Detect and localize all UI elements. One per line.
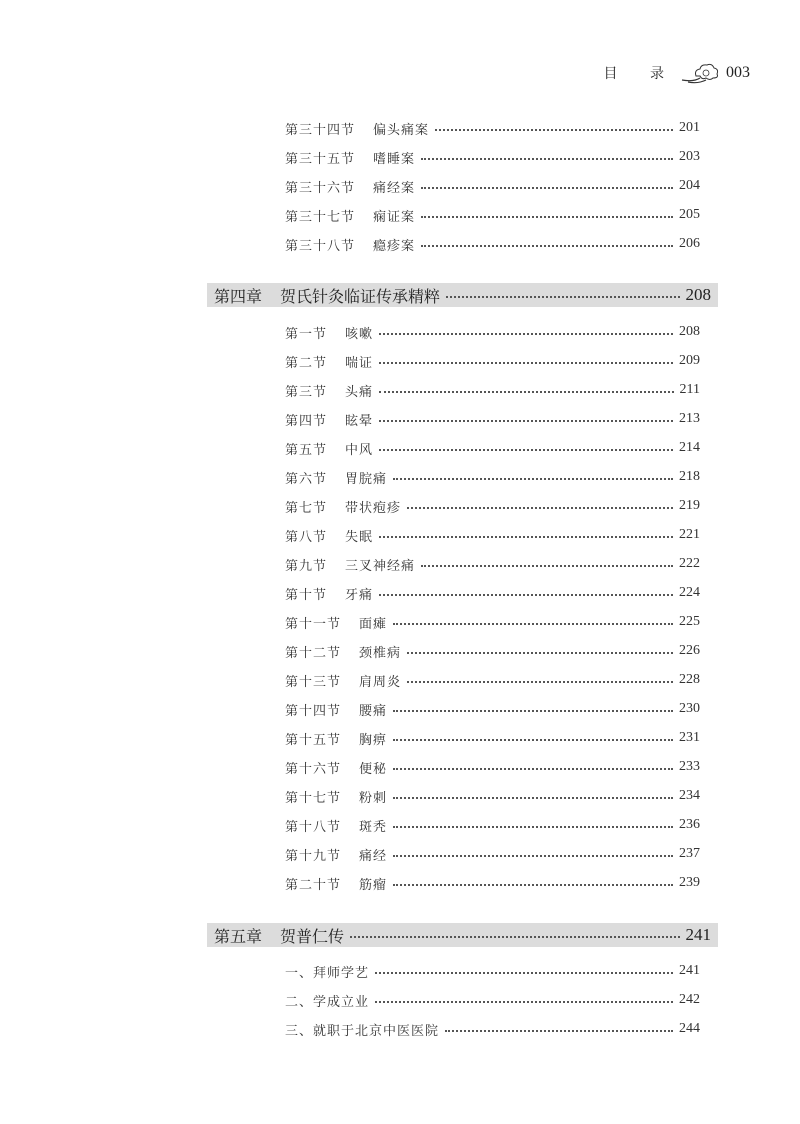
toc-entry[interactable] [285,641,700,661]
chapter-page: 241 [685,925,711,944]
section-page: 234 [679,788,700,803]
section-title: 三叉神经痛 [345,558,416,574]
toc-entry[interactable] [285,961,700,981]
section-page: 205 [679,207,700,222]
section-title: 偏头痛案 [373,122,430,138]
dot-leader [379,536,673,538]
toc-entry[interactable] [285,234,700,254]
section-page: 224 [679,585,700,600]
toc-entry[interactable] [285,873,700,893]
section-label: 第四节 [285,413,328,429]
section-page: 230 [679,701,700,716]
section-page: 204 [679,178,700,193]
section-title: 斑秃 [359,819,388,835]
section-title: 带状疱疹 [345,500,402,516]
dot-leader [393,768,673,770]
section-title: 喘证 [345,355,374,371]
dot-leader [421,565,673,567]
section-page: 222 [679,556,700,571]
dot-leader [393,710,673,712]
dot-leader [379,449,673,451]
dot-leader [350,936,679,938]
section-label: 第六节 [285,471,328,487]
dot-leader [379,420,673,422]
section-label: 第十五节 [285,732,342,748]
toc-entry[interactable] [285,612,700,632]
dot-leader [379,333,673,335]
toc-entry[interactable] [285,583,700,603]
dot-leader [393,797,673,799]
section-label: 第十三节 [285,674,342,690]
section-title: 痫证案 [373,209,416,225]
toc-entry[interactable] [285,322,700,342]
dot-leader [393,739,673,741]
section-page: 221 [679,527,700,542]
chapter-label: 第四章 [214,286,263,306]
section-title: 肩周炎 [359,674,402,690]
section-label: 第三十五节 [285,151,356,167]
section-title: 一、拜师学艺 [285,965,370,981]
section-title: 三、就职于北京中医医院 [285,1023,440,1039]
section-label: 第十四节 [285,703,342,719]
section-label: 第十七节 [285,790,342,806]
chapter-page: 208 [685,285,711,304]
toc-entry[interactable] [285,525,700,545]
chapter-heading[interactable] [207,923,718,947]
section-label: 第三节 [285,384,328,400]
dot-leader [407,681,673,683]
section-page: 231 [679,730,700,745]
toc-entry[interactable] [285,554,700,574]
toc-entry[interactable] [285,844,700,864]
section-label: 第二节 [285,355,328,371]
section-label: 第三十八节 [285,238,356,254]
toc-entry[interactable] [285,118,700,138]
toc-entry[interactable] [285,438,700,458]
dot-leader [393,478,673,480]
dot-leader [407,652,673,654]
section-title: 失眠 [345,529,374,545]
section-title: 腰痛 [359,703,388,719]
dot-leader [379,391,673,393]
dot-leader [375,1001,673,1003]
dot-leader [375,972,673,974]
section-title: 痛经案 [373,180,416,196]
dot-leader [421,187,673,189]
section-label: 第一节 [285,326,328,342]
chapter-title: 贺普仁传 [280,926,345,946]
section-title: 眩晕 [345,413,374,429]
toc-entry[interactable] [285,176,700,196]
section-label: 第五节 [285,442,328,458]
dot-leader [393,826,673,828]
section-page: 214 [679,440,700,455]
section-page: 226 [679,643,700,658]
section-label: 第三十七节 [285,209,356,225]
toc-entry[interactable] [285,1019,700,1039]
section-title: 面瘫 [359,616,388,632]
toc-entry[interactable] [285,990,700,1010]
section-label: 第三十六节 [285,180,356,196]
section-page: 218 [679,469,700,484]
section-title: 瘾疹案 [373,238,416,254]
section-page: 203 [679,149,700,164]
section-page: 228 [679,672,700,687]
section-page: 201 [679,120,700,135]
dot-leader [407,507,673,509]
section-title: 痛经 [359,848,388,864]
section-page: 206 [679,236,700,251]
section-page: 239 [679,875,700,890]
dot-leader [421,245,673,247]
toc-entry[interactable] [285,815,700,835]
toc-entry[interactable] [285,467,700,487]
section-page: 244 [679,1021,700,1036]
toc-entry[interactable] [285,380,700,400]
dot-leader [421,216,673,218]
section-label: 第十二节 [285,645,342,661]
section-page: 211 [679,382,700,397]
section-title: 头痛 [345,384,374,400]
section-page: 208 [679,324,700,339]
toc-entry[interactable] [285,496,700,516]
section-page: 242 [679,992,700,1007]
section-title: 嗜睡案 [373,151,416,167]
section-label: 第二十节 [285,877,342,893]
section-label: 第十节 [285,587,328,603]
toc-entry[interactable] [285,728,700,748]
section-label: 第十六节 [285,761,342,777]
section-title: 胃脘痛 [345,471,388,487]
dot-leader [446,296,679,298]
dot-leader [421,158,673,160]
toc-entry[interactable] [285,786,700,806]
chapter-title: 贺氏针灸临证传承精粹 [280,286,441,306]
section-label: 第七节 [285,500,328,516]
section-label: 第十九节 [285,848,342,864]
chapter-label: 第五章 [214,926,263,946]
dot-leader [435,129,673,131]
section-title: 牙痛 [345,587,374,603]
section-title: 便秘 [359,761,388,777]
section-page: 209 [679,353,700,368]
section-label: 第十八节 [285,819,342,835]
toc-entry[interactable] [285,351,700,371]
section-title: 目 录 [603,66,678,82]
dot-leader [393,623,673,625]
section-label: 第十一节 [285,616,342,632]
section-page: 225 [679,614,700,629]
section-title: 中风 [345,442,374,458]
section-title: 胸痹 [359,732,388,748]
dot-leader [445,1030,673,1032]
dot-leader [393,884,673,886]
section-page: 236 [679,817,700,832]
section-title: 颈椎病 [359,645,402,661]
dot-leader [379,594,673,596]
dot-leader [379,362,673,364]
section-page: 213 [679,411,700,426]
section-page: 233 [679,759,700,774]
chapter-heading[interactable] [207,283,718,307]
page-number: 003 [726,64,750,81]
section-title: 筋瘤 [359,877,388,893]
toc-entry[interactable] [285,757,700,777]
toc-entry[interactable] [285,409,700,429]
section-page: 241 [679,963,700,978]
section-label: 第三十四节 [285,122,356,138]
toc-entry[interactable] [285,205,700,225]
section-label: 第八节 [285,529,328,545]
section-page: 237 [679,846,700,861]
section-title: 二、学成立业 [285,994,370,1010]
running-header [604,62,750,84]
toc-entry[interactable] [285,147,700,167]
section-label: 第九节 [285,558,328,574]
dot-leader [393,855,673,857]
section-title: 咳嗽 [345,326,374,342]
section-title: 粉刺 [359,790,388,806]
toc-entry[interactable] [285,670,700,690]
cloud-ornament-icon [680,62,720,84]
section-page: 219 [679,498,700,513]
toc-entry[interactable] [285,699,700,719]
